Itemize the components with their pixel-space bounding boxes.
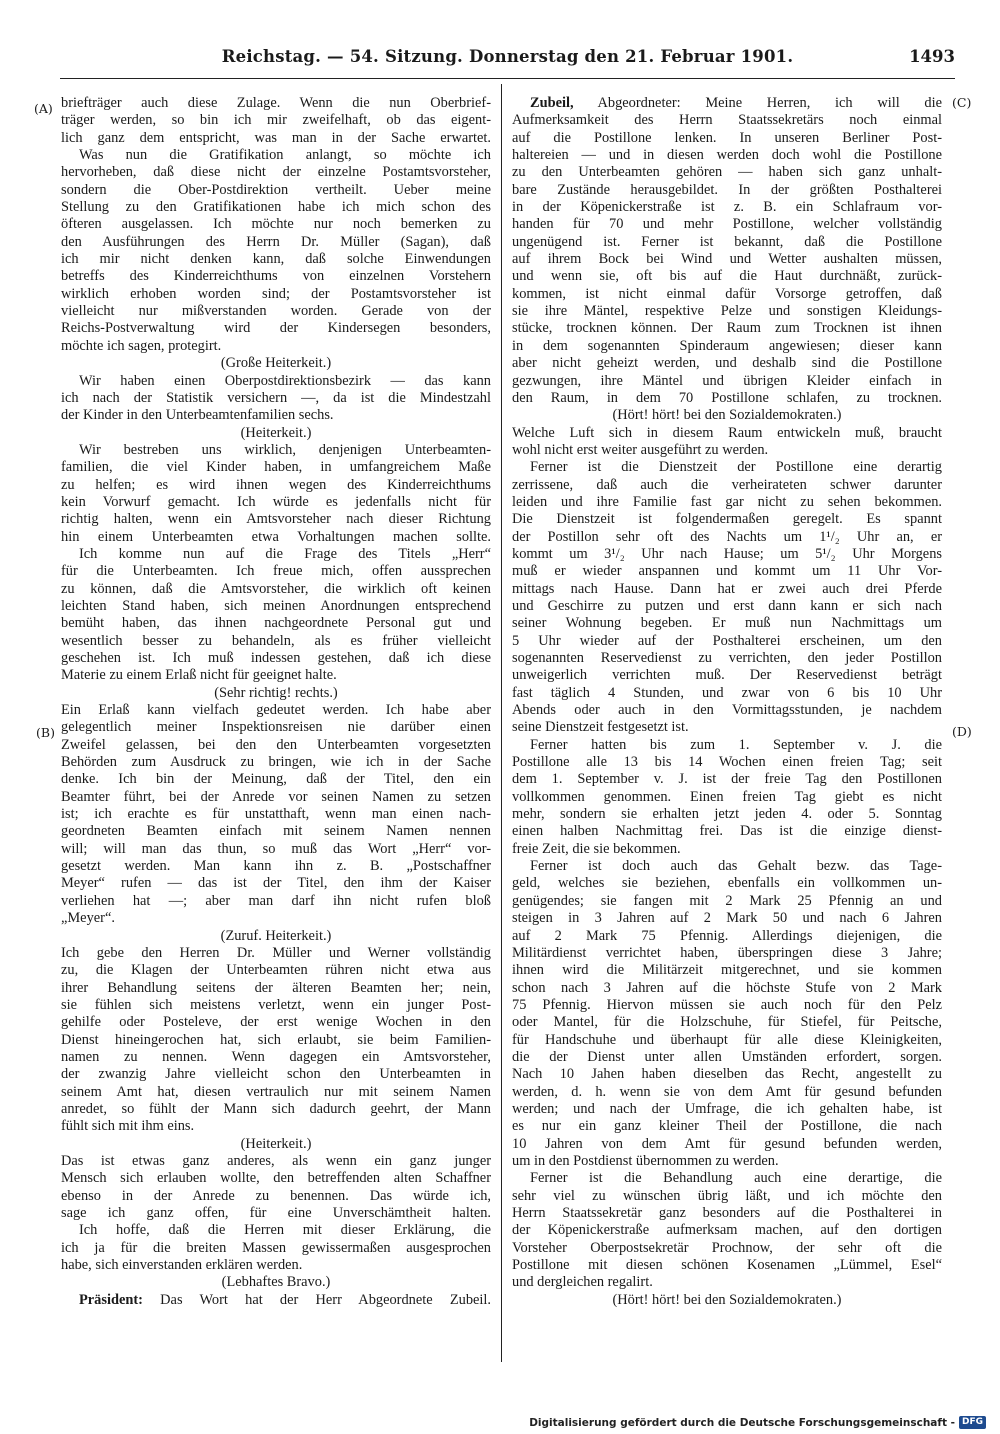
text-line: Ferner ist doch auch das Gehalt bezw. das Tage- (530, 858, 942, 875)
text-line: ich ja für die breiten Massen gewissermaßen ausgesprochen (61, 1239, 491, 1256)
text-line: kommen, ist nicht einmal dafür Vorsorge getroffen, daß (512, 285, 942, 302)
text-line: Stellung zu den Gratifikationen habe ich mich schon des (61, 199, 491, 216)
text-line: (Lebhaftes Bravo.) (221, 1274, 331, 1291)
text-line: und wenn sie, oft bis auf die Haut durchnäßt, zurück- (512, 268, 942, 285)
text-line: namen zu nennen. Wenn dagegen ein Amtsvorsteher, (61, 1048, 491, 1065)
text-line: in der Köpenickerstraße ist z. B. ein Schlafraum vor- (512, 199, 942, 216)
text-line: sehr viel zu wünschen übrig läßt, und ich möchte den (512, 1187, 942, 1204)
text-line: Wir bestreben uns wirklich, denjenigen Unterbeamten- (79, 441, 491, 458)
speaker-name: Präsident: (79, 1291, 143, 1308)
text-line: der zwanzig Jahre vielleicht schon den Unterbeamten in (61, 1066, 491, 1083)
text-line: Meyer“ rufen — das ist der Titel, den ihm der Kaiser (61, 875, 491, 892)
text-line: steigen in 3 Jahren auf 2 Mark 50 und nach 6 Jahren (512, 910, 942, 927)
text-line: Ferner ist die Behandlung auch eine derartige, die (530, 1170, 942, 1187)
text-line: wohl nicht erst weiter ausgeführt zu werden. (512, 441, 769, 458)
text-line: (Hört! hört! bei den Sozialdemokraten.) (612, 407, 842, 424)
text-line: 75 Pfennig. Hiervon müssen sie auch noch für den Pelz (512, 996, 942, 1013)
text-line: für Handschuhe und überhaupt für alle diese Kleinigkeiten, (512, 1031, 942, 1048)
text-line: leichten Stand haben, sich meinen Anordnungen entsprechend (61, 597, 491, 614)
text-line: Welche Luft sich in diesem Raum entwickeln muß, braucht (512, 424, 942, 441)
text-line: „Meyer“. (61, 910, 115, 927)
text-line: Nach 10 Jahen haben dieselben das Recht, angestellt zu (512, 1066, 942, 1083)
text-line: träger werden, so bin ich mir zweifelhaft, ob das eigent- (61, 112, 491, 129)
text-line: Beamter führt, bei der Anrede vor seinen Namen zu setzen (61, 788, 491, 805)
text-line: seinem Amt hat, diesen vertraulich nur mit seinem Namen (61, 1083, 491, 1100)
text-line: Präsident: Das Wort hat der Herr Abgeordnete Zubeil. (79, 1291, 491, 1308)
text-line: ungenügend ist. Ferner ist bekannt, daß die Postillone (512, 233, 942, 250)
text-line: zu, die Klagen der Unterbeamten rühren nicht etwa aus (61, 962, 491, 979)
text-line: verliehen hat —; aber man darf ihn nicht rufen bloß (61, 892, 491, 909)
text-line: Das ist etwas ganz anderes, als wenn ein ganz junger (61, 1152, 491, 1169)
text-line: ich mir nicht denken kann, daß solche Einwendungen (61, 251, 491, 268)
text-line: Postillone mit diesen schönen Kosenamen „Lümmel, Esel“ (512, 1257, 942, 1274)
text-line: auf 2 Mark 75 Pfennig. Allerdings diejenigen, die (512, 927, 942, 944)
text-line: ebenso in der Anrede zu benennen. Das würde ich, (61, 1187, 491, 1204)
text-line: gehilfe oder Posteleve, der erst wenige Wochen in den (61, 1014, 491, 1031)
text-line: werden; und nach der Umfrage, die ich gehalten habe, ist (512, 1100, 942, 1117)
text-line: bemüht haben, das ihnen nachgeordnete Personal gut und (61, 615, 491, 632)
text-line: hervorheben, daß diese nicht der einzelne Postamtsvorsteher, (61, 164, 491, 181)
text-line: Ein Erlaß kann vielfach gedeutet werden. Ich habe aber (61, 702, 491, 719)
text-line: den Ausführungen des Herrn Dr. Müller (Sagan), daß (61, 233, 491, 250)
text-line: die der Dienst unter allen Umständen erfordert, sorgen. (512, 1048, 942, 1065)
text-line: Ferner hatten bis zum 1. September v. J. die (530, 736, 942, 753)
text-line: fühlt sich mit ihm eins. (61, 1118, 195, 1135)
footer-credit-text: Digitalisierung gefördert durch die Deutsche Forschungsgemeinschaft - (529, 1416, 955, 1429)
text-line: bare Zustände herausgebildet. In der größten Posthalterei (512, 181, 942, 198)
text-line: Materie zu einem Erlaß nicht für geeignet halte. (61, 667, 337, 684)
text-line: zu können, daß die Amtsvorsteher, die wirklich oft keinen (61, 580, 491, 597)
text-line: handen für 70 und mehr Postillone, welcher vollständig (512, 216, 942, 233)
text-line: Was nun die Gratifikation anlangt, so möchte ich (79, 147, 491, 164)
text-line: Wir haben einen Oberpostdirektionsbezirk — das kann (79, 372, 491, 389)
text-line: ihnen wird die Militärzeit mitgerechnet, und sie kommen (512, 962, 942, 979)
text-line: ihrer Behandlung seitens der älteren Beamten her; nein, (61, 979, 491, 996)
text-line: muß er wieder anspannen und kommt um 11 Uhr Vor- (512, 563, 942, 580)
speaker-name: Zubeil, (530, 95, 574, 111)
text-line: (Zuruf. Heiterkeit.) (220, 927, 332, 944)
text-line: schon nach 3 Jahren auf die höchste Stufe von 2 Mark (512, 979, 942, 996)
text-line: kein Vorwurf gemacht. Ich würde es jedenfalls nicht für (61, 493, 491, 510)
text-line: der Kinder in den Unterbeamtenfamilien sechs. (61, 407, 334, 424)
text-line: ist; ich erachte es für unstatthaft, wenn man einen nach- (61, 806, 491, 823)
text-line: sondern die Ober-Postdirektion vertheilt. Ueber meine (61, 181, 491, 198)
text-line: Aufmerksamkeit des Herrn Staatssekretärs noch einmal (512, 112, 942, 129)
text-line: haltereien — und in diesen werden doch wohl die Postillone (512, 147, 942, 164)
text-line: freie Zeit, die sie bekommen. (512, 840, 681, 857)
column-divider (501, 84, 502, 1362)
text-line: aber nicht geheizt werden, und deshalb sind die Postillone (512, 355, 942, 372)
text-line: Postillone alle 13 bis 14 Wochen einen freien Tag; seit (512, 754, 942, 771)
text-line: gezwungen, ihre Mäntel und übrigen Kleider einfach in (512, 372, 942, 389)
margin-mark-d: (D) (952, 724, 972, 739)
text-line: 5 Uhr wieder auf der Posthalterei erscheinen, um den (512, 632, 942, 649)
text-line: (Hört! hört! bei den Sozialdemokraten.) (612, 1291, 842, 1308)
text-line: Militärdienst verrichtet haben, überspringen diese 3 Jahre; (512, 944, 942, 961)
text-line: Abends oder auch in den Vormittagsstunden, je nachdem (512, 702, 942, 719)
text-line: Ich gebe den Herren Dr. Müller und Werner vollständig (61, 944, 491, 961)
page-number: 1493 (909, 47, 955, 66)
text-line: Ich komme nun auf die Frage des Titels „Herr“ (79, 545, 491, 562)
text-line: habe, sich einverstanden erklären werden. (61, 1257, 303, 1274)
left-column (61, 95, 491, 1309)
text-line: gelegentlich meiner Inspektionsreisen nie darüber einen (61, 719, 491, 736)
text-line: Herrn Staatssekretär ganz besonders auf die Posthalterei in (512, 1205, 942, 1221)
text-line: zu den Unterbeamten gehören — haben sich ganz unhalt- (512, 164, 942, 181)
margin-mark-c: (C) (952, 95, 972, 110)
text-line: Reichs-Postverwaltung wird der Kindersegen besonders, (61, 320, 491, 337)
text-line: (Heiterkeit.) (240, 1135, 312, 1152)
text-line: stücke, trocknen können. Der Raum zum Trocknen ist ihnen (512, 320, 942, 337)
footer-credit (529, 1416, 986, 1429)
text-line: anredet, so fühlt der Mann sich dadurch geehrt, der Mann (61, 1100, 491, 1117)
text-line: Behörden zum Ausdruck zu bringen, wie ich in der Sache (61, 754, 491, 771)
text-line: seiner Wohnung begeben. Er muß nun Nachmittags um (512, 615, 942, 632)
text-line: dem 1. September v. J. ist der freie Tag den Postillonen (512, 771, 942, 788)
text-line: einen halben Nachmittag frei. Das ist die einzige dienst- (512, 823, 942, 840)
text-line: geschehen ist. Ich muß indessen gestehen, daß ich diese (61, 650, 491, 666)
margin-mark-a: (A) (34, 101, 53, 116)
text-line: um in den Postdienst übernommen zu werden. (512, 1152, 779, 1169)
text-line: in dem sogenannten Spinderaum angewiesen; dieser kann (512, 337, 942, 354)
text-line: wesentlich besser zu behandeln, als es früher vielleicht (61, 632, 491, 649)
text-line: mehr, sondern sie erhalten jetzt jeden 4. oder 5. Sonntag (512, 806, 942, 823)
text-line: oder Mantel, für die Holzschuhe, für Stiefel, für Peitsche, (512, 1014, 942, 1031)
text-line: briefträger auch diese Zulage. Wenn die nun Oberbrief- (61, 95, 491, 111)
text-line: gesetzt werden. Man kann ihn z. B. „Postschaffner (61, 858, 491, 875)
text-line: den Raum, in dem 70 Postillone schlafen, zu trocknen. (512, 389, 942, 406)
text-line: Die Dienstzeit ist folgendermaßen geregelt. Es spannt (512, 511, 942, 528)
text-line: ich nach der Statistik versichern —, da ist die Mindestzahl (61, 389, 491, 406)
text-line: möchte ich sagen, protegirt. (61, 337, 222, 354)
text-line: sogenannten Reservedienst zu verrichten, den jeder Postillon (512, 650, 942, 666)
text-line: mittags nach Hause. Dann hat er zwei auch drei Pferde (512, 580, 942, 597)
text-line: öfteren ausgelassen. Ich möchte nur noch bemerken zu (61, 216, 491, 233)
text-line: sie fühlen sich meistens verletzt, wenn ein junger Post- (61, 996, 491, 1013)
text-line: familien, die viel Kinder haben, in umfangreichem Maße (61, 459, 491, 476)
text-line: auf ihrem Bock bei Wind und Wetter aushalten müssen, (512, 251, 942, 268)
text-line: der Postillon sehr oft des Nachts um 1¹/₂ Uhr an, er (512, 528, 942, 545)
text-line: Ferner ist die Dienstzeit der Postillone eine derartig (530, 459, 942, 476)
text-line: genügendes; sie fangen mit 2 Mark 25 Pfennig an und (512, 892, 942, 909)
text-line: Ich hoffe, daß die Herren mit dieser Erklärung, die (79, 1222, 491, 1239)
running-head: Reichstag. — 54. Sitzung. Donnerstag den 21. Februar 1901. (221, 47, 794, 66)
right-column (512, 95, 942, 1309)
text-line: zu helfen; es wird ihnen wegen des Kinderreichthums (61, 476, 491, 493)
text-line: werden, d. h. wenn sie von dem Amt für gesund befunden (512, 1083, 942, 1100)
text-line: und Geschirre zu putzen und erst dann kann er sich nach (512, 597, 942, 614)
text-line: Vorsteher Oberpostsekretär Prochnow, der sehr oft die (512, 1239, 942, 1256)
text-line: vollkommen genommen. Einen freien Tag giebt es nicht (512, 788, 942, 805)
text-line: Dienst hineingerochen hat, sich erlaubt, sie beim Familien- (61, 1031, 491, 1048)
text-line: für die Unterbeamten. Ich freue mich, offen aussprechen (61, 563, 491, 580)
text-line: Zweifel gelassen, bei den den Unterbeamten vorgesetzten (61, 736, 491, 753)
header-rule (60, 78, 955, 79)
text-line: vielleicht nur mißverstanden worden. Gerade von der (61, 303, 491, 320)
page-header (60, 47, 955, 73)
text-line: unweigerlich verrichten muß. Der Reservedienst beträgt (512, 667, 942, 684)
text-line: denke. Ich bin der Meinung, daß der Titel, den ein (61, 771, 491, 788)
text-line: Mensch sich erlauben wollte, den betreffenden alten Schaffner (61, 1170, 491, 1187)
text-line: kommt um 3¹/₂ Uhr nach Hause; um 5¹/₂ Uhr Morgens (512, 545, 942, 562)
text-line: lich ganz dem entspricht, was man in der Sache erwartet. (61, 129, 491, 146)
text-line: wirklich erhoben worden sind; der Postamtsvorsteher ist (61, 285, 491, 302)
text-line: (Große Heiterkeit.) (220, 355, 332, 372)
text-line: Zubeil, Abgeordneter: Meine Herren, ich will die (530, 95, 942, 111)
text-line: will; will man das thun, so muß das Wort „Herr“ vor- (61, 840, 491, 857)
text-line: betreffs des Kinderreichthums von einzelnen Vorstehern (61, 268, 491, 285)
text-line: 10 Jahren von dem Amt für gesund befunden werden, (512, 1135, 942, 1152)
text-line: (Heiterkeit.) (240, 424, 312, 441)
text-line: es nur ein ganz kleiner Theil der Postillone, die nach (512, 1118, 942, 1135)
text-line: der Köpenickerstraße aufmerksam machen, auf den dortigen (512, 1222, 942, 1239)
text-line: leiden und ihre Familie fast gar nicht zu sehen bekommen. (512, 493, 942, 510)
text-line: und dergleichen regalirt. (512, 1274, 653, 1291)
text-line: geld, welches sie beziehen, ebenfalls ein vollkommen un- (512, 875, 942, 892)
text-line: seine Dienstzeit festgesetzt ist. (512, 719, 689, 736)
text-line: sage ich ganz offen, für eine Unverschämtheit halten. (61, 1205, 491, 1221)
text-line: richtig halten, wenn ein Amtsvorsteher nach dieser Richtung (61, 511, 491, 528)
text-line: sie ihre Mäntel, respektive Pelze und sonstigen Kleidungs- (512, 303, 942, 320)
text-line: fast täglich 4 Stunden, und zwar von 6 bis 10 Uhr (512, 684, 942, 701)
text-line: auf die Postillone lenken. In unseren Berliner Post- (512, 129, 942, 146)
margin-mark-b: (B) (36, 725, 55, 740)
dfg-logo: DFG (959, 1416, 986, 1429)
text-line: geordneten Beamten einfach mit seinem Namen nennen (61, 823, 491, 840)
text-line: hin einem Unterbeamten etwa Vorhaltungen machen sollte. (61, 528, 491, 545)
text-line: (Sehr richtig! rechts.) (214, 684, 338, 701)
text-line: zerrissene, daß auch die verheirateten schwer darunter (512, 476, 942, 493)
